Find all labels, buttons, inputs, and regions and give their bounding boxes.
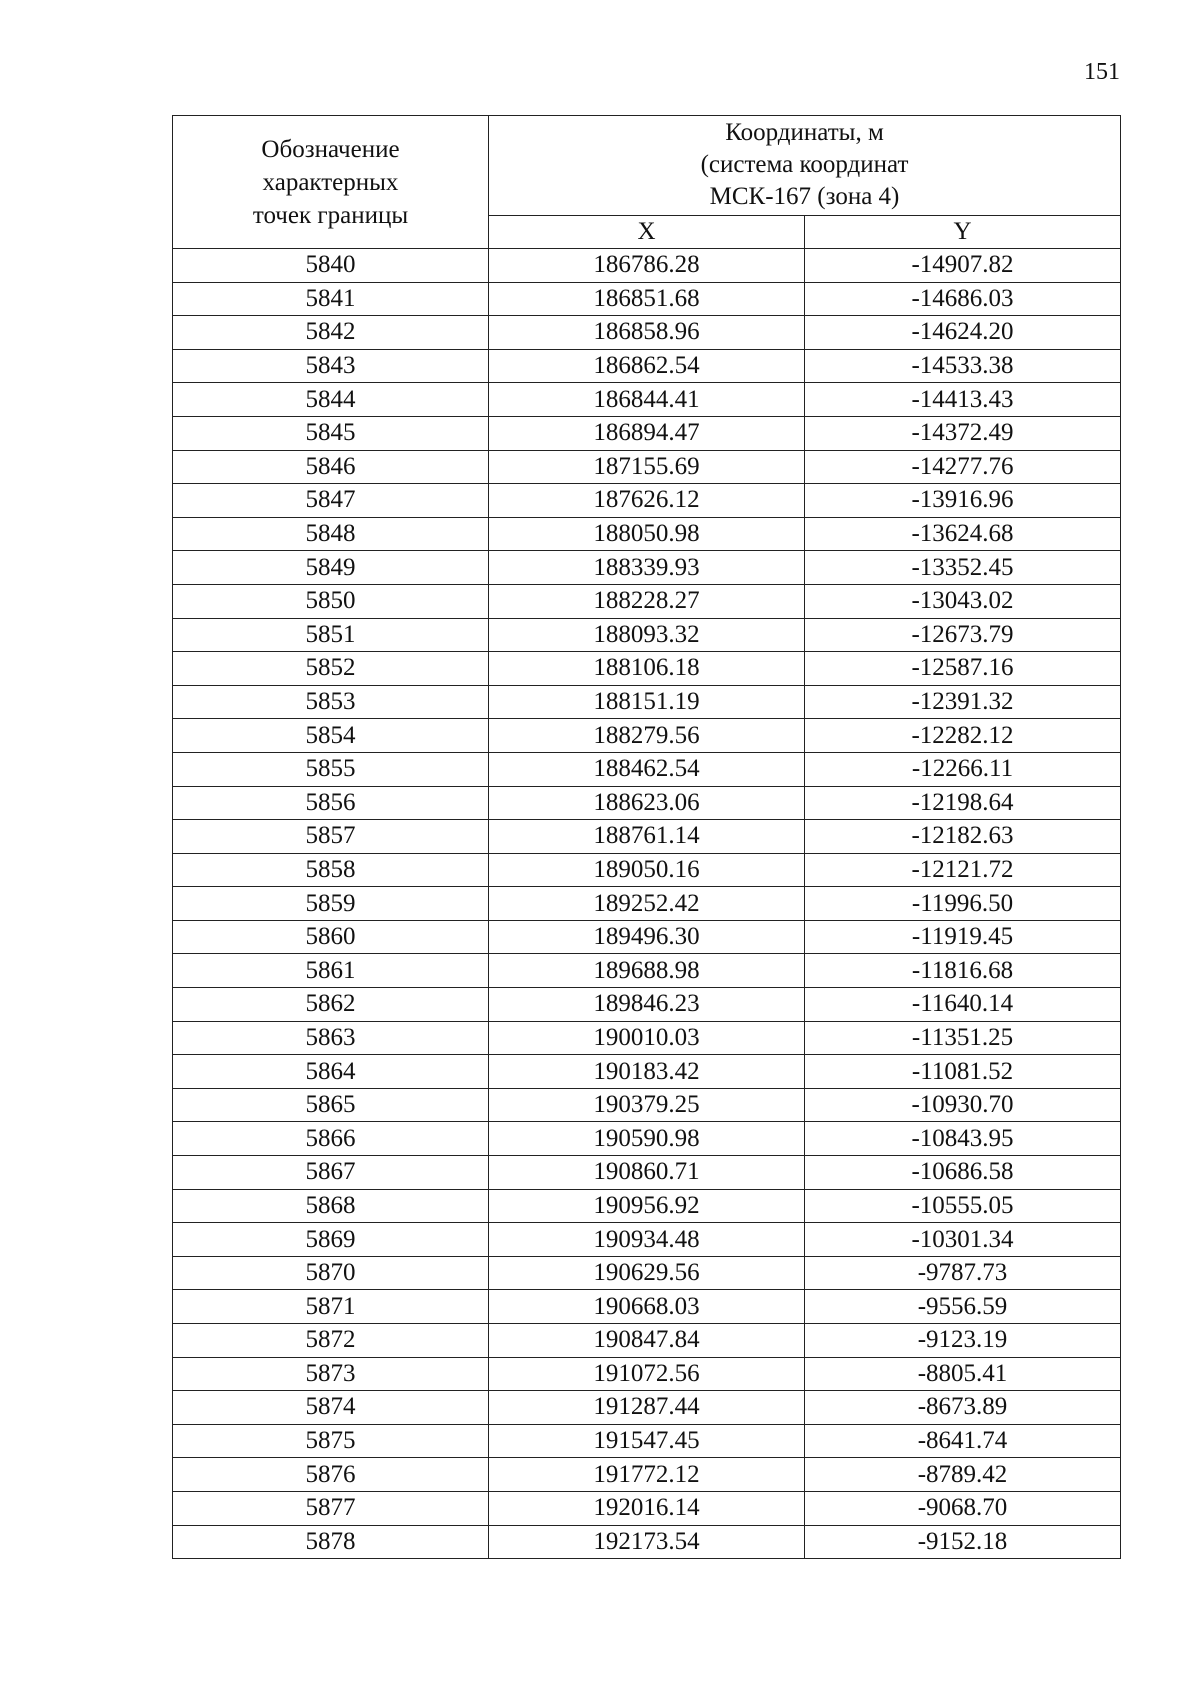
y-coordinate-cell: -8641.74: [805, 1424, 1121, 1458]
x-coordinate-cell: 187155.69: [489, 450, 805, 484]
point-cell: 5847: [173, 484, 489, 518]
x-coordinate-cell: 190934.48: [489, 1223, 805, 1257]
point-cell: 5872: [173, 1324, 489, 1358]
x-coordinate-cell: 186862.54: [489, 349, 805, 383]
y-coordinate-cell: -12266.11: [805, 752, 1121, 786]
x-coordinate-cell: 188279.56: [489, 719, 805, 753]
point-cell: 5875: [173, 1424, 489, 1458]
x-coordinate-cell: 189050.16: [489, 853, 805, 887]
y-coordinate-cell: -12182.63: [805, 820, 1121, 854]
y-coordinate-cell: -11351.25: [805, 1021, 1121, 1055]
y-coordinate-cell: -9068.70: [805, 1491, 1121, 1525]
point-cell: 5877: [173, 1491, 489, 1525]
point-cell: 5871: [173, 1290, 489, 1324]
table-row: [173, 887, 1121, 921]
table-row: [173, 1156, 1121, 1190]
point-cell: 5874: [173, 1391, 489, 1425]
table-header: [173, 116, 1121, 249]
table-row: [173, 584, 1121, 618]
table-row: [173, 1189, 1121, 1223]
table-row: [173, 652, 1121, 686]
table-row: [173, 1122, 1121, 1156]
x-coordinate-cell: 191072.56: [489, 1357, 805, 1391]
y-coordinate-cell: -10843.95: [805, 1122, 1121, 1156]
coordinates-header-line: Координаты, м: [725, 119, 884, 147]
point-cell: 5852: [173, 652, 489, 686]
point-cell: 5869: [173, 1223, 489, 1257]
table-row: [173, 719, 1121, 753]
table-row: [173, 416, 1121, 450]
point-cell: 5840: [173, 249, 489, 283]
table-row: [173, 517, 1121, 551]
table-row: [173, 920, 1121, 954]
y-coordinate-cell: -9123.19: [805, 1324, 1121, 1358]
table-row: [173, 249, 1121, 283]
point-cell: 5856: [173, 786, 489, 820]
point-cell: 5860: [173, 920, 489, 954]
y-coordinate-cell: -8805.41: [805, 1357, 1121, 1391]
point-name-header: [173, 116, 489, 249]
point-cell: 5841: [173, 282, 489, 316]
table-row: [173, 1021, 1121, 1055]
x-coordinate-cell: 191772.12: [489, 1458, 805, 1492]
x-coordinate-cell: 191287.44: [489, 1391, 805, 1425]
y-coordinate-cell: -11816.68: [805, 954, 1121, 988]
y-coordinate-cell: -8789.42: [805, 1458, 1121, 1492]
x-coordinate-cell: 186858.96: [489, 316, 805, 350]
x-coordinate-cell: 188050.98: [489, 517, 805, 551]
table-row: [173, 954, 1121, 988]
point-cell: 5868: [173, 1189, 489, 1223]
point-cell: 5876: [173, 1458, 489, 1492]
table-row: [173, 450, 1121, 484]
y-coordinate-cell: -8673.89: [805, 1391, 1121, 1425]
x-coordinate-cell: 189846.23: [489, 988, 805, 1022]
y-coordinate-cell: -13352.45: [805, 551, 1121, 585]
table-row: [173, 316, 1121, 350]
point-cell: 5858: [173, 853, 489, 887]
table-row: [173, 1256, 1121, 1290]
y-coordinate-cell: -13916.96: [805, 484, 1121, 518]
y-coordinate-cell: -13624.68: [805, 517, 1121, 551]
y-column-header: Y: [805, 215, 1121, 248]
table-row: [173, 1290, 1121, 1324]
point-cell: 5850: [173, 584, 489, 618]
y-coordinate-cell: -14686.03: [805, 282, 1121, 316]
x-coordinate-cell: 190860.71: [489, 1156, 805, 1190]
table-row: [173, 383, 1121, 417]
table-row: [173, 1088, 1121, 1122]
x-coordinate-cell: 190847.84: [489, 1324, 805, 1358]
point-cell: 5873: [173, 1357, 489, 1391]
point-cell: 5843: [173, 349, 489, 383]
x-coordinate-cell: 190668.03: [489, 1290, 805, 1324]
x-coordinate-cell: 189496.30: [489, 920, 805, 954]
table-row: [173, 551, 1121, 585]
point-cell: 5846: [173, 450, 489, 484]
x-coordinate-cell: 189252.42: [489, 887, 805, 921]
table-row: [173, 1525, 1121, 1559]
point-cell: 5848: [173, 517, 489, 551]
table-row: [173, 1458, 1121, 1492]
y-coordinate-cell: -10301.34: [805, 1223, 1121, 1257]
point-cell: 5866: [173, 1122, 489, 1156]
x-coordinate-cell: 190379.25: [489, 1088, 805, 1122]
coordinates-header-line: МСК-167 (зона 4): [709, 183, 900, 211]
point-cell: 5851: [173, 618, 489, 652]
x-coordinate-cell: 188093.32: [489, 618, 805, 652]
y-coordinate-cell: -10555.05: [805, 1189, 1121, 1223]
table-row: [173, 1391, 1121, 1425]
y-coordinate-cell: -11640.14: [805, 988, 1121, 1022]
point-cell: 5864: [173, 1055, 489, 1089]
y-coordinate-cell: -14277.76: [805, 450, 1121, 484]
point-cell: 5859: [173, 887, 489, 921]
x-coordinate-cell: 186844.41: [489, 383, 805, 417]
x-coordinate-cell: 192016.14: [489, 1491, 805, 1525]
y-coordinate-cell: -12282.12: [805, 719, 1121, 753]
point-cell: 5861: [173, 954, 489, 988]
table-row: [173, 1357, 1121, 1391]
y-coordinate-cell: -12391.32: [805, 685, 1121, 719]
y-coordinate-cell: -10930.70: [805, 1088, 1121, 1122]
point-cell: 5878: [173, 1525, 489, 1559]
x-coordinate-cell: 188151.19: [489, 685, 805, 719]
x-coordinate-cell: 190183.42: [489, 1055, 805, 1089]
point-cell: 5849: [173, 551, 489, 585]
y-coordinate-cell: -12121.72: [805, 853, 1121, 887]
y-coordinate-cell: -14624.20: [805, 316, 1121, 350]
table-row: [173, 1055, 1121, 1089]
x-coordinate-cell: 190629.56: [489, 1256, 805, 1290]
y-coordinate-cell: -10686.58: [805, 1156, 1121, 1190]
y-coordinate-cell: -13043.02: [805, 584, 1121, 618]
table-row: [173, 820, 1121, 854]
table-row: [173, 1223, 1121, 1257]
y-coordinate-cell: -12673.79: [805, 618, 1121, 652]
y-coordinate-cell: -14413.43: [805, 383, 1121, 417]
coordinates-table: [172, 115, 1121, 1559]
x-coordinate-cell: 188623.06: [489, 786, 805, 820]
table-body: [173, 249, 1121, 1559]
y-coordinate-cell: -12198.64: [805, 786, 1121, 820]
coordinates-header: [489, 116, 1121, 216]
point-cell: 5863: [173, 1021, 489, 1055]
table-row: [173, 1324, 1121, 1358]
point-cell: 5862: [173, 988, 489, 1022]
x-coordinate-cell: 191547.45: [489, 1424, 805, 1458]
x-coordinate-cell: 188462.54: [489, 752, 805, 786]
point-cell: 5845: [173, 416, 489, 450]
table-row: [173, 988, 1121, 1022]
point-cell: 5870: [173, 1256, 489, 1290]
point-cell: 5854: [173, 719, 489, 753]
table-row: [173, 1491, 1121, 1525]
x-coordinate-cell: 192173.54: [489, 1525, 805, 1559]
point-name-header-line: точек границы: [252, 201, 409, 229]
table-row: [173, 618, 1121, 652]
table-row: [173, 1424, 1121, 1458]
x-coordinate-cell: 188228.27: [489, 584, 805, 618]
x-coordinate-cell: 190590.98: [489, 1122, 805, 1156]
point-cell: 5865: [173, 1088, 489, 1122]
page-number: 151: [1084, 59, 1120, 85]
y-coordinate-cell: -9556.59: [805, 1290, 1121, 1324]
x-coordinate-cell: 187626.12: [489, 484, 805, 518]
point-cell: 5857: [173, 820, 489, 854]
table-row: [173, 752, 1121, 786]
x-coordinate-cell: 186786.28: [489, 249, 805, 283]
table-row: [173, 786, 1121, 820]
table-row: [173, 853, 1121, 887]
point-cell: 5853: [173, 685, 489, 719]
y-coordinate-cell: -14372.49: [805, 416, 1121, 450]
x-coordinate-cell: 186851.68: [489, 282, 805, 316]
y-coordinate-cell: -11081.52: [805, 1055, 1121, 1089]
point-cell: 5842: [173, 316, 489, 350]
point-name-header-line: Обозначение: [261, 135, 400, 163]
point-cell: 5855: [173, 752, 489, 786]
x-coordinate-cell: 188339.93: [489, 551, 805, 585]
x-coordinate-cell: 189688.98: [489, 954, 805, 988]
table-row: [173, 282, 1121, 316]
table-row: [173, 685, 1121, 719]
point-name-header-line: характерных: [262, 168, 399, 196]
x-coordinate-cell: 190956.92: [489, 1189, 805, 1223]
table-row: [173, 349, 1121, 383]
point-cell: 5844: [173, 383, 489, 417]
x-column-header: X: [489, 215, 805, 248]
x-coordinate-cell: 190010.03: [489, 1021, 805, 1055]
y-coordinate-cell: -12587.16: [805, 652, 1121, 686]
y-coordinate-cell: -9787.73: [805, 1256, 1121, 1290]
y-coordinate-cell: -14533.38: [805, 349, 1121, 383]
point-cell: 5867: [173, 1156, 489, 1190]
table-row: [173, 484, 1121, 518]
coordinates-header-line: (система координат: [700, 151, 909, 179]
x-coordinate-cell: 188761.14: [489, 820, 805, 854]
y-coordinate-cell: -14907.82: [805, 249, 1121, 283]
y-coordinate-cell: -11996.50: [805, 887, 1121, 921]
y-coordinate-cell: -11919.45: [805, 920, 1121, 954]
y-coordinate-cell: -9152.18: [805, 1525, 1121, 1559]
x-coordinate-cell: 186894.47: [489, 416, 805, 450]
x-coordinate-cell: 188106.18: [489, 652, 805, 686]
